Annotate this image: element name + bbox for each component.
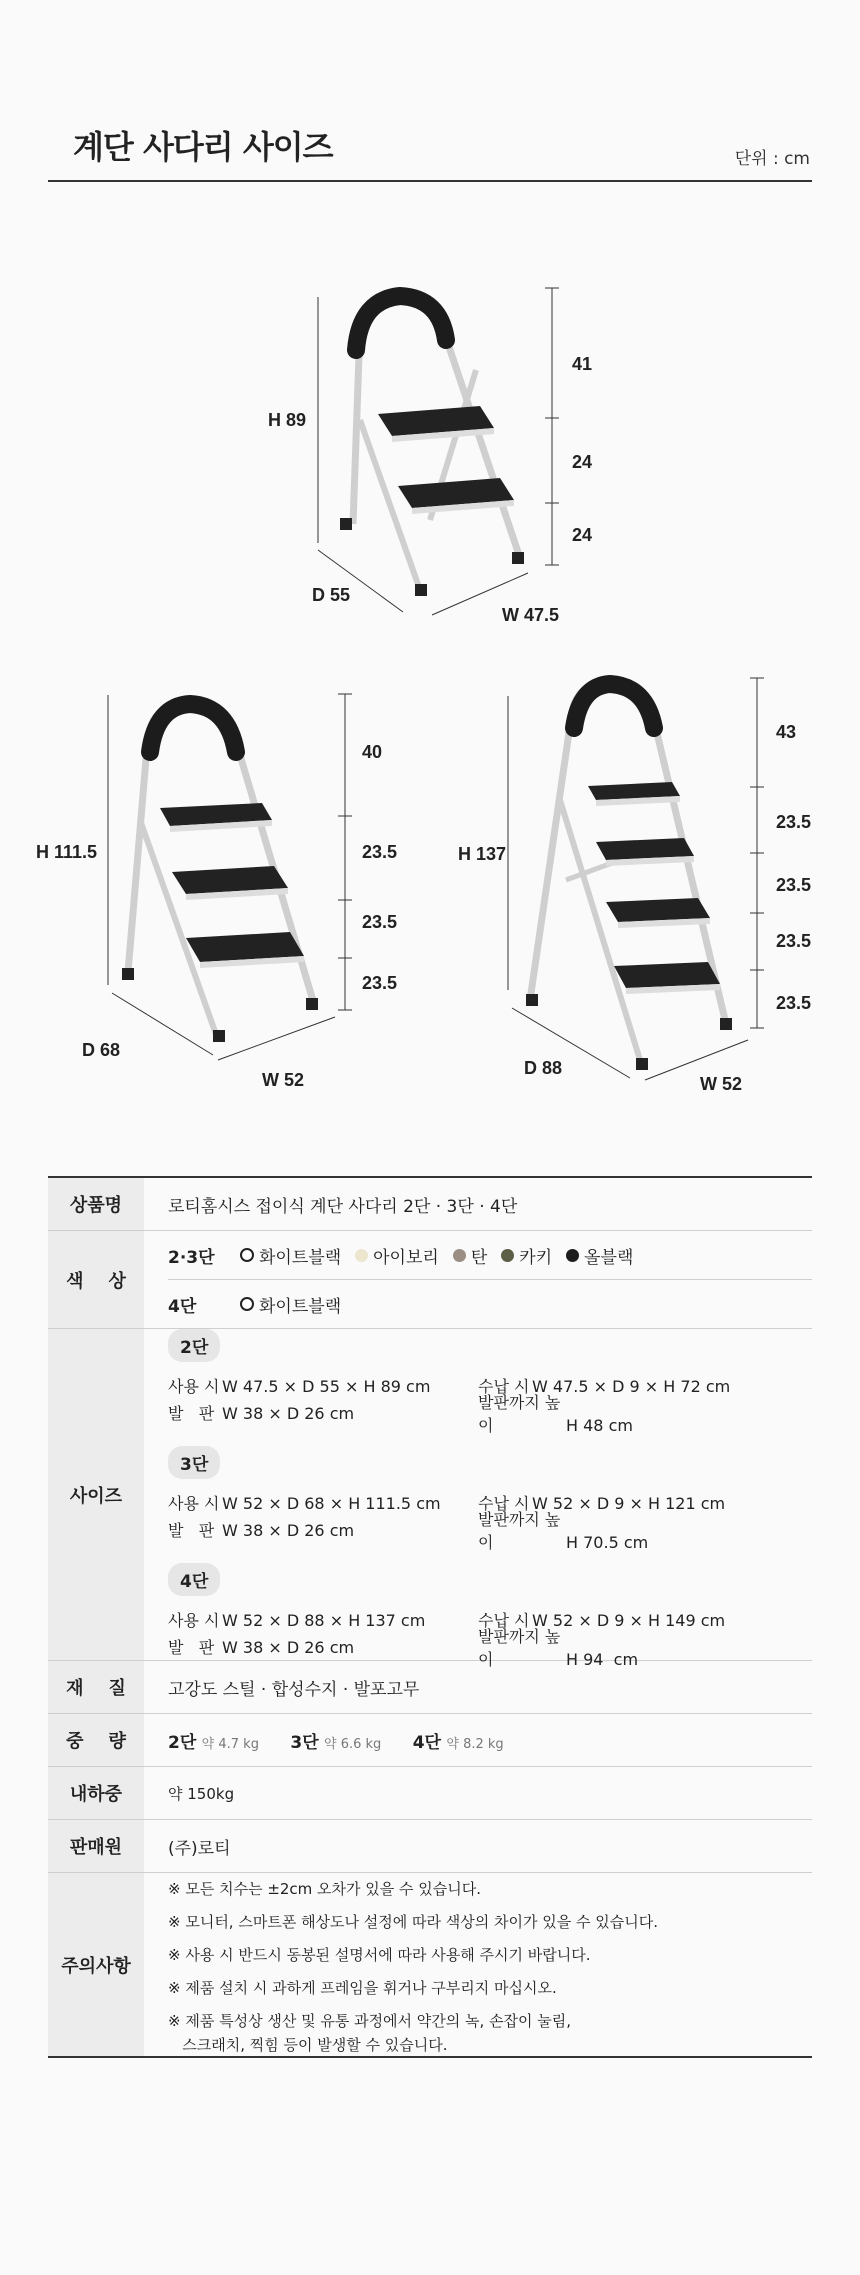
- ladder-4-width-label: W 52: [700, 1074, 743, 1094]
- spec-value-color: [144, 1231, 812, 1329]
- spec-label-weight: 중 량: [48, 1714, 144, 1767]
- color-name: 화이트블랙: [259, 1247, 342, 1268]
- color-option: [240, 1292, 341, 1317]
- store-label: 수납 시: [478, 1494, 530, 1513]
- spec-row-size: [48, 1329, 812, 1661]
- spec-row-color: [48, 1231, 812, 1329]
- ladder-2-width-label: W 47.5: [502, 605, 560, 625]
- use-label: 사용 시: [168, 1377, 220, 1396]
- color-row-4-step: [168, 1279, 812, 1328]
- spec-row-load: [48, 1767, 812, 1820]
- weight-item: [413, 1733, 504, 1753]
- use-label: 사용 시: [168, 1611, 220, 1630]
- color-swatch-icon: [566, 1249, 579, 1262]
- color-swatch-icon: [355, 1249, 368, 1262]
- spec-value-weight: [144, 1714, 812, 1767]
- spec-value-size: [144, 1329, 812, 1669]
- weight-tag: 3단: [290, 1732, 319, 1753]
- ladder-4-height-label: H 137: [458, 844, 507, 864]
- ladder-3-segment-3: 23.5: [362, 912, 398, 932]
- caution-note: ※ 사용 시 반드시 동봉된 설명서에 따라 사용해 주시기 바랍니다.: [168, 1946, 591, 1964]
- ladder-2-height-label: H 89: [268, 410, 307, 430]
- size-group-4-step: [168, 1563, 812, 1669]
- step-height: H 70.5 cm: [566, 1532, 649, 1552]
- store-dimensions: W 47.5 × D 9 × H 72 cm: [532, 1377, 731, 1396]
- ladder-3-height-label: H 111.5: [36, 842, 98, 862]
- size-group-3-step: [168, 1446, 812, 1552]
- ladder-2-segment-2: 24: [572, 452, 593, 472]
- step-height-label: 발판까지 높이: [478, 1509, 561, 1552]
- step-label: 발 판: [168, 1404, 215, 1423]
- size-badge: 3단: [168, 1446, 220, 1479]
- ladder-4-depth-label: D 88: [524, 1058, 563, 1078]
- step-height-label: 발판까지 높이: [478, 1626, 561, 1669]
- ladder-3-segment-1: 40: [362, 742, 383, 762]
- ladder-3-segment-2: 23.5: [362, 842, 398, 862]
- ladder-3-width-label: W 52: [262, 1070, 305, 1090]
- ladder-3-segment-4: 23.5: [362, 973, 398, 993]
- color-name: 화이트블랙: [259, 1296, 342, 1317]
- ladder-2-segment-3: 24: [572, 525, 593, 545]
- ladder-4-segment-4: 23.5: [776, 931, 812, 951]
- color-option: [453, 1243, 487, 1268]
- spec-value-load: 약 150kg: [144, 1767, 812, 1820]
- ladder-4-segment-5: 23.5: [776, 993, 812, 1013]
- ladder-2-segment-1: 41: [572, 354, 593, 374]
- weight-tag: 4단: [412, 1732, 441, 1753]
- store-dimensions: W 52 × D 9 × H 149 cm: [532, 1611, 726, 1630]
- ladder-4-segment-1: 43: [776, 722, 797, 742]
- use-dimensions: W 52 × D 88 × H 137 cm: [222, 1611, 426, 1630]
- store-label: 수납 시: [478, 1611, 530, 1630]
- size-line: [168, 1626, 812, 1669]
- spec-row-product: [48, 1177, 812, 1231]
- color-swatch-icon: [240, 1297, 254, 1311]
- step-height: H 94 cm: [566, 1649, 639, 1669]
- spec-row-material: [48, 1661, 812, 1714]
- color-row-tag: 4단: [168, 1296, 197, 1317]
- color-row-2-3-step: [168, 1231, 812, 1279]
- color-name: 아이보리: [373, 1247, 439, 1268]
- title-divider: [48, 180, 812, 182]
- ladder-3-depth-label: D 68: [82, 1040, 121, 1060]
- store-label: 수납 시: [478, 1377, 530, 1396]
- page-title: 계단 사다리 사이즈: [73, 128, 333, 166]
- weight-tag: 2단: [168, 1732, 197, 1753]
- weight-value: 약 8.2 kg: [446, 1736, 504, 1752]
- spec-value-product: 로티홈시스 접이식 계단 사다리 2단 · 3단 · 4단: [144, 1177, 812, 1231]
- spec-label-product: 상품명: [48, 1177, 144, 1231]
- spec-label-seller: 판매원: [48, 1820, 144, 1873]
- weight-value: 약 6.6 kg: [324, 1736, 382, 1752]
- store-dimensions: W 52 × D 9 × H 121 cm: [532, 1494, 726, 1513]
- spec-label-caution: 주의사항: [48, 1873, 144, 2058]
- spec-row-caution: [48, 1873, 812, 2058]
- weight-item: [290, 1733, 381, 1753]
- color-row-tag: 2·3단: [168, 1247, 215, 1268]
- caution-note: 스크래치, 찍힘 등이 발생할 수 있습니다.: [168, 2036, 448, 2054]
- step-dimensions: W 38 × D 26 cm: [222, 1521, 355, 1540]
- ladder-4-segment-2: 23.5: [776, 812, 812, 832]
- spec-label-material: 재 질: [48, 1661, 144, 1714]
- weight-value: 약 4.7 kg: [201, 1736, 259, 1752]
- spec-value-material: 고강도 스틸 · 합성수지 · 발포고무: [144, 1661, 812, 1714]
- use-label: 사용 시: [168, 1494, 220, 1513]
- size-badge: 2단: [168, 1329, 220, 1362]
- color-name: 카키: [519, 1247, 553, 1268]
- size-line: [168, 1392, 812, 1435]
- caution-note: ※ 모든 치수는 ±2cm 오차가 있을 수 있습니다.: [168, 1880, 482, 1898]
- unit-label: 단위 : cm: [734, 149, 810, 169]
- step-label: 발 판: [168, 1521, 215, 1540]
- spec-row-seller: [48, 1820, 812, 1873]
- spec-value-seller: (주)로티: [144, 1820, 812, 1873]
- color-name: 올블랙: [584, 1247, 634, 1268]
- size-badge: 4단: [168, 1563, 220, 1596]
- color-option: [501, 1243, 552, 1268]
- step-height: H 48 cm: [566, 1415, 633, 1435]
- ladder-4-step-illustration: [508, 678, 764, 1080]
- use-dimensions: W 52 × D 68 × H 111.5 cm: [222, 1494, 441, 1513]
- ladder-dimension-diagram: [0, 190, 860, 1150]
- caution-note: ※ 모니터, 스마트폰 해상도나 설정에 따라 색상의 차이가 있을 수 있습니다.: [168, 1913, 658, 1931]
- color-option: [240, 1243, 341, 1268]
- ladder-2-step-illustration: [318, 288, 559, 615]
- color-swatch-icon: [240, 1248, 254, 1262]
- color-name: 탄: [470, 1247, 488, 1268]
- ladder-4-segment-3: 23.5: [776, 875, 812, 895]
- caution-note: ※ 제품 설치 시 과하게 프레임을 휘거나 구부리지 마십시오.: [168, 1979, 557, 1997]
- color-swatch-icon: [501, 1249, 514, 1262]
- size-group-2-step: [168, 1329, 812, 1435]
- spec-label-size: 사이즈: [48, 1329, 144, 1661]
- spec-row-weight: [48, 1714, 812, 1767]
- step-label: 발 판: [168, 1638, 215, 1657]
- step-height-label: 발판까지 높이: [478, 1392, 561, 1435]
- color-option: [355, 1243, 439, 1268]
- color-swatch-icon: [453, 1249, 466, 1262]
- step-dimensions: W 38 × D 26 cm: [222, 1638, 355, 1657]
- ladder-3-step-illustration: [108, 694, 352, 1060]
- spec-table: [48, 1176, 812, 2058]
- color-option: [566, 1243, 633, 1268]
- ladder-2-depth-label: D 55: [312, 585, 351, 605]
- step-dimensions: W 38 × D 26 cm: [222, 1404, 355, 1423]
- spec-label-load: 내하중: [48, 1767, 144, 1820]
- use-dimensions: W 47.5 × D 55 × H 89 cm: [222, 1377, 431, 1396]
- caution-note: ※ 제품 특성상 생산 및 유통 과정에서 약간의 녹, 손잡이 눌림,: [168, 2012, 572, 2030]
- weight-item: [168, 1733, 259, 1753]
- spec-value-caution: [144, 1873, 812, 2058]
- size-line: [168, 1509, 812, 1552]
- spec-label-color: 색 상: [48, 1231, 144, 1329]
